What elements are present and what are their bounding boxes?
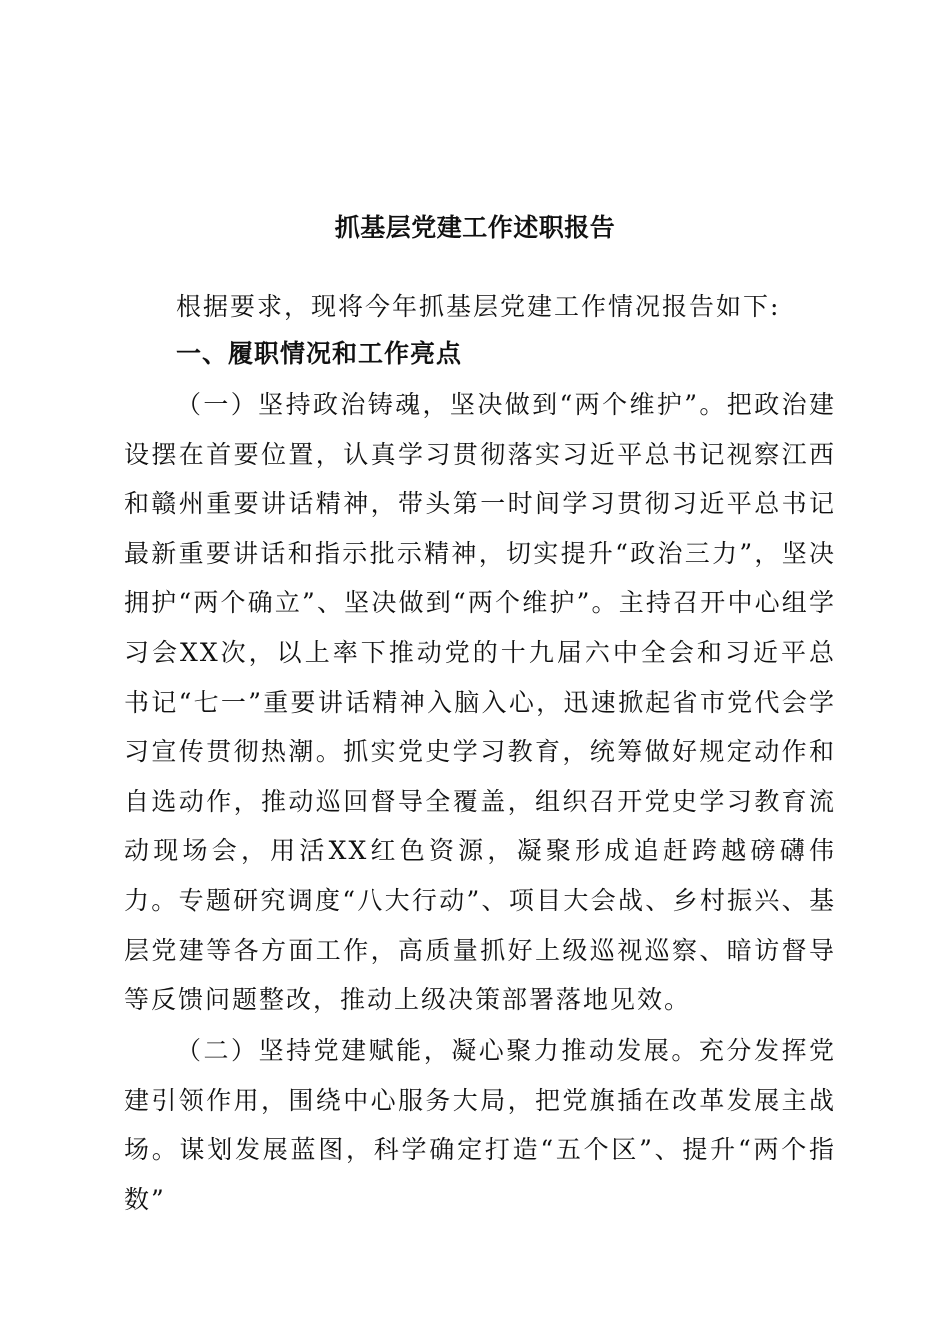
paragraph-1 [124, 380, 836, 1025]
document-title: 抓基层党建工作述职报告 [334, 213, 616, 242]
paragraph-2 [124, 1026, 836, 1224]
intro-paragraph [124, 282, 836, 332]
section-heading: 一、履职情况和工作亮点 [176, 339, 463, 368]
paragraph-2-text: （二）坚持党建赋能，凝心聚力推动发展。充分发挥党建引领作用，围绕中心服务大局，把党旗插在改革发展主战场。谋划发展蓝图，科学确定打造“五个区”、提升“两个指数” [124, 1036, 836, 1214]
intro-text: 根据要求，现将今年抓基层党建工作情况报告如下: [176, 292, 781, 321]
paragraph-1-text: （一）坚持政治铸魂，坚决做到“两个维护”。把政治建设摆在首要位置，认真学习贯彻落实习近平总书记视察江西和赣州重要讲话精神，带头第一时间学习贯彻习近平总书记最新重要讲话和指示批示精神，切实提升“政治三力”，坚决拥护“两个确立”、坚决做到“两个维护”。主持召开中心组学习会XX次，以上率下推动党的十九届六中全会和习近平总书记“七一”重要讲话精神入脑入心，迅速掀起省市党代会学习宣传贯彻热潮。抓实党史学习教育，统筹做好规定动作和自选动作，推动巡回督导全覆盖，组织召开党史学习教育流动现场会，用活XX红色资源，凝聚形成追赶跨越磅礴伟力。专题研究调度“八大行动”、项目大会战、乡村振兴、基层党建等各方面工作，高质量抓好上级巡视巡察、暗访督导等反馈问题整改，推动上级决策部署落地见效。 [124, 390, 836, 1015]
